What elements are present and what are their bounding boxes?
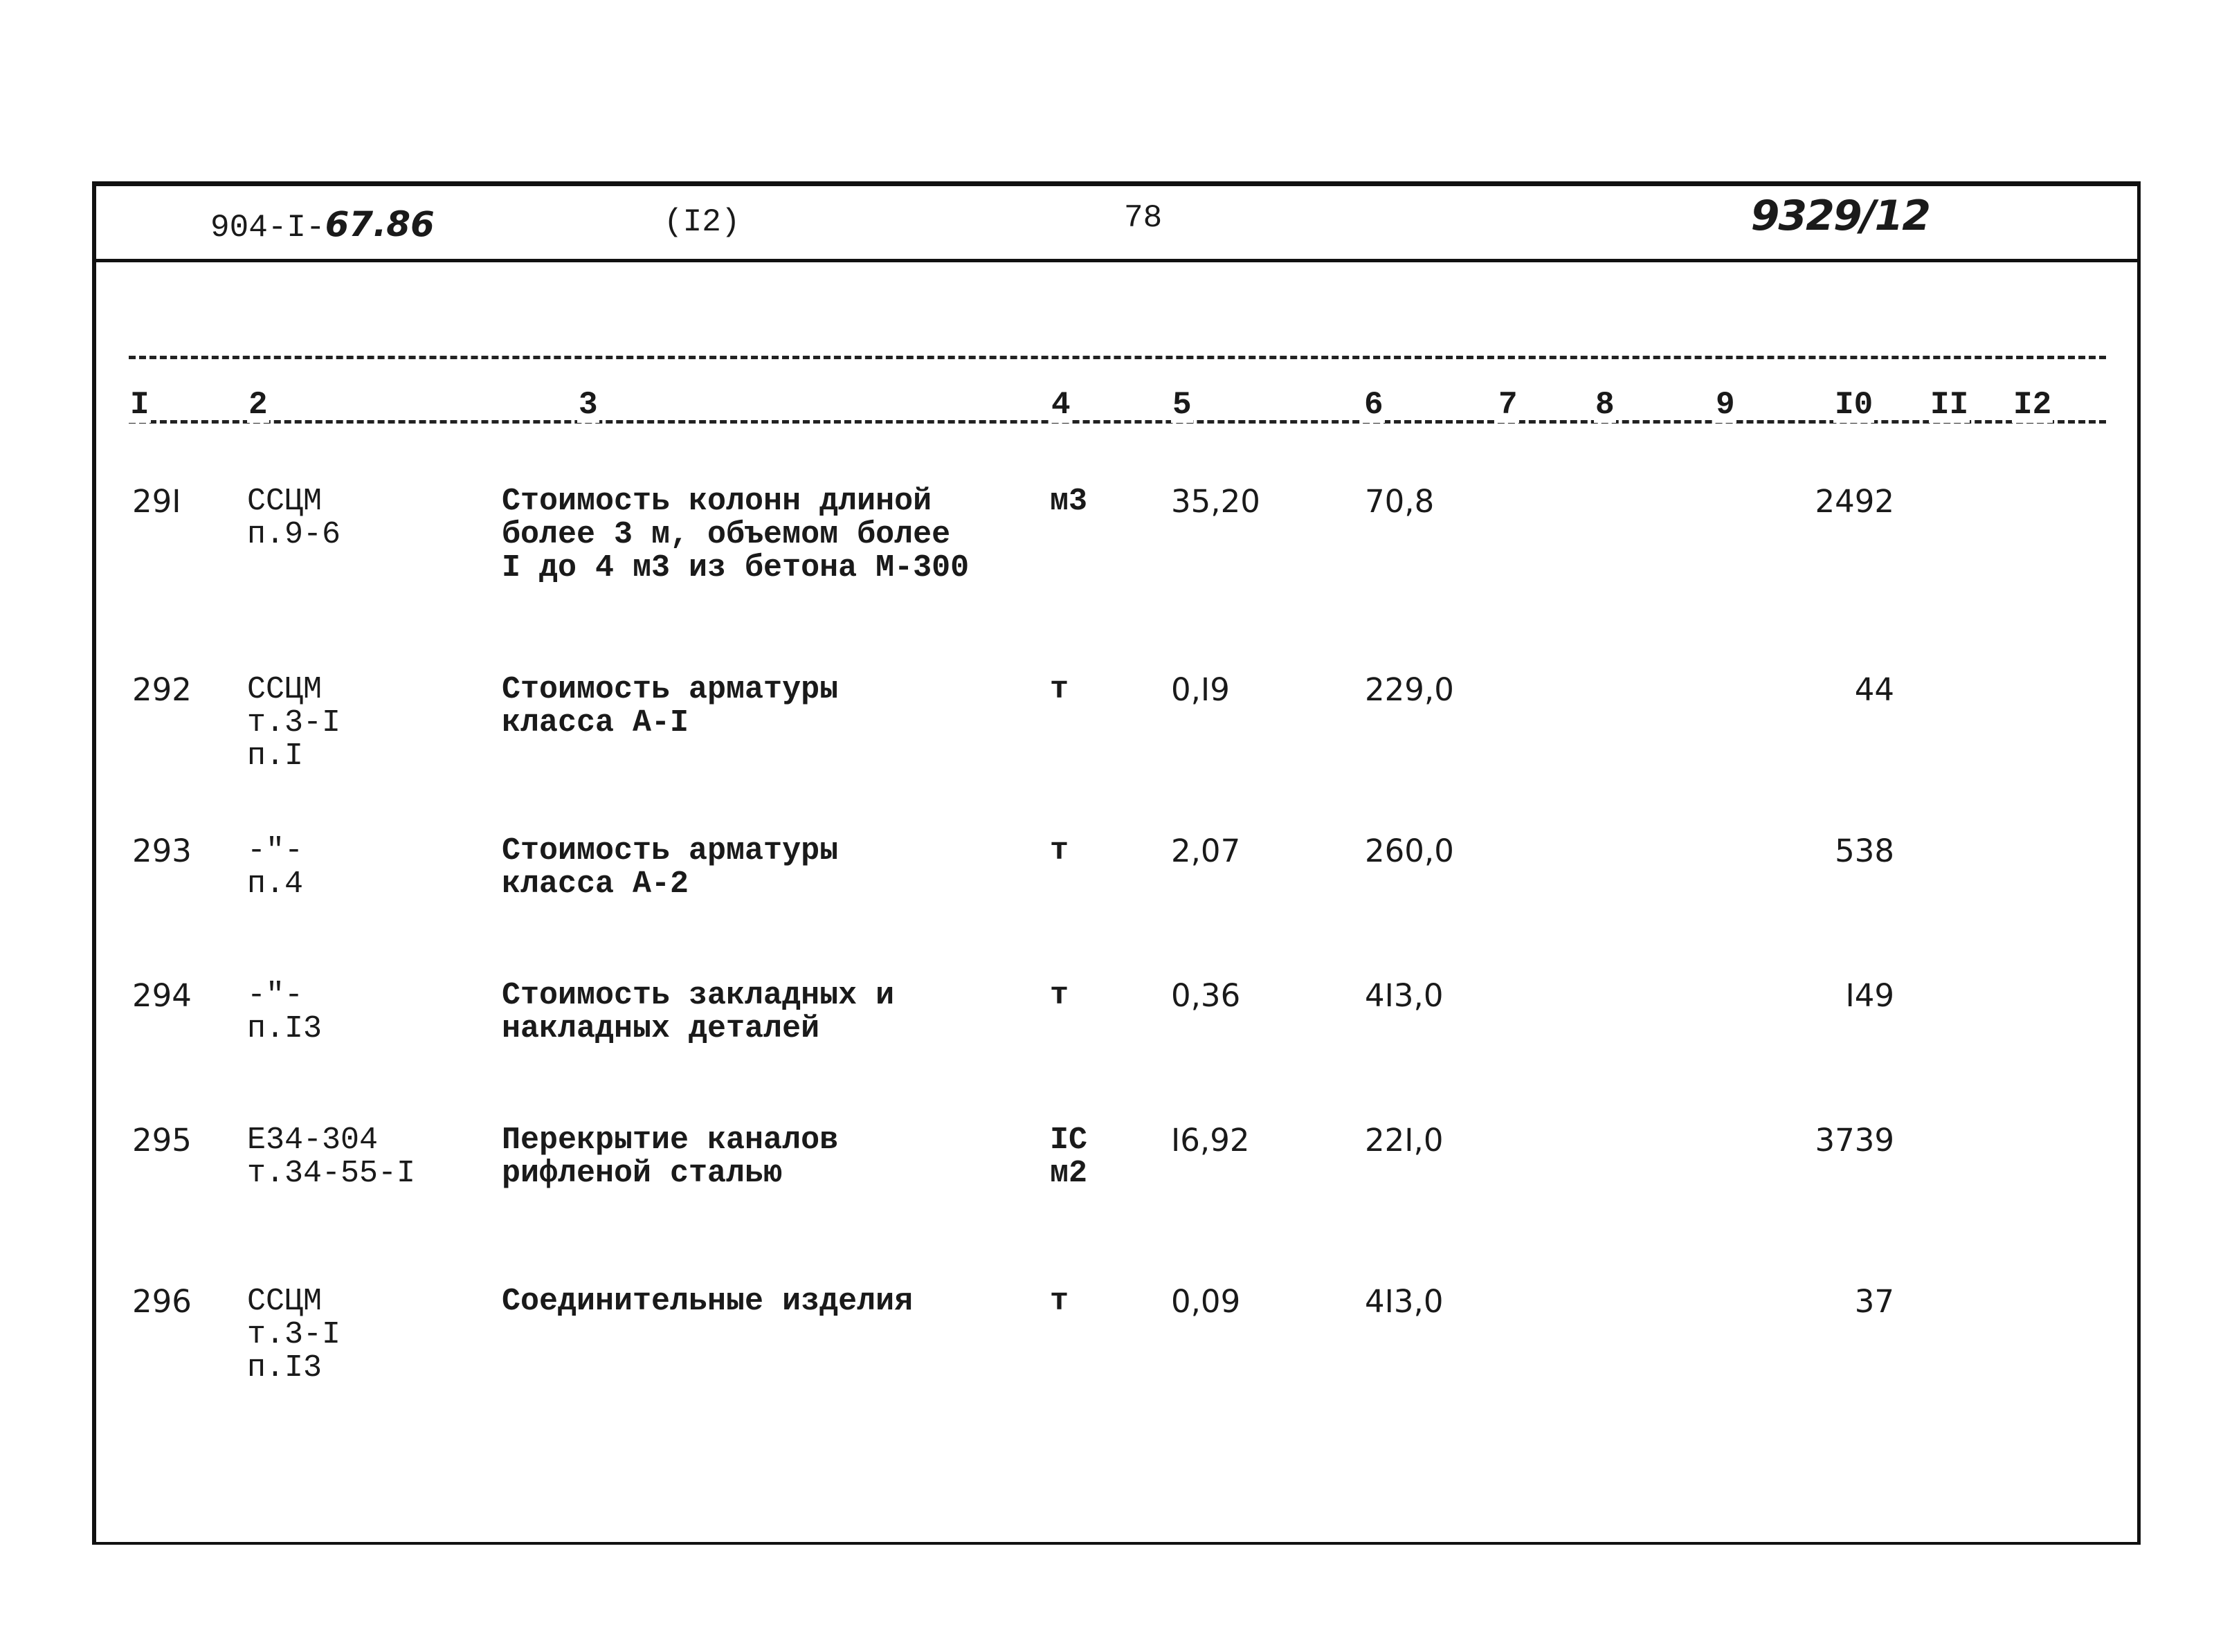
document-sheet [92,181,2141,1545]
column-number-1: I [130,387,149,423]
row-number: 292 [132,671,192,708]
row-quantity: 2,07 [1171,833,1241,869]
row-total: 538 [1835,833,1894,869]
row-description: Соединительные изделия [502,1284,914,1319]
column-number-7: 7 [1498,387,1518,423]
row-unit-price: 4I3,0 [1365,1283,1444,1320]
column-number-8: 8 [1595,387,1615,423]
row-number: 296 [132,1283,192,1320]
column-number-2: 2 [248,387,268,423]
row-quantity: 0,09 [1171,1283,1241,1320]
row-reference: ССЦМ п.9-6 [247,484,341,552]
column-number-3: 3 [579,387,598,423]
row-reference: ССЦМ т.3-I п.I3 [247,1284,341,1386]
dashed-rule-bottom [129,420,2106,424]
document-code-handwritten: 67.86 [325,204,435,244]
row-reference: ССЦМ т.3-I п.I [247,672,341,774]
row-reference: -"- п.I3 [247,978,323,1046]
inventory-number: 9329/12 [1750,192,1930,240]
column-number-6: 6 [1364,387,1383,423]
column-number-5: 5 [1172,387,1192,423]
sheet-number: (I2) [664,204,741,240]
column-number-9: 9 [1716,387,1735,423]
row-number: 295 [132,1122,192,1159]
row-total: I49 [1845,977,1894,1014]
column-number-10: I0 [1835,387,1873,423]
row-description: Стоимость колонн длиной более 3 м, объемом более I до 4 м3 из бетона М-300 [502,484,970,586]
header-row [96,186,2137,262]
document-code-prefix: 904-I- [210,210,325,246]
row-unit: м3 [1050,484,1088,519]
column-number-4: 4 [1051,387,1071,423]
row-unit: т [1050,1284,1069,1319]
row-unit-price: 260,0 [1365,833,1454,869]
row-unit: т [1050,833,1069,869]
column-number-11: II [1930,387,1969,423]
row-quantity: 0,I9 [1171,671,1230,708]
row-quantity: 0,36 [1171,977,1241,1014]
row-unit: т [1050,978,1069,1013]
row-description: Стоимость арматуры класса А-I [502,672,839,741]
row-unit-price: 70,8 [1365,483,1435,520]
row-total: 2492 [1815,483,1894,520]
row-unit-price: 22I,0 [1365,1122,1444,1159]
row-quantity: I6,92 [1171,1122,1250,1159]
row-unit-price: 229,0 [1365,671,1454,708]
column-number-12: I2 [2013,387,2052,423]
row-unit: IC м2 [1050,1123,1088,1191]
document-code [210,204,435,246]
row-total: 44 [1854,671,1894,708]
row-total: 3739 [1815,1122,1894,1159]
row-description: Стоимость арматуры класса А-2 [502,833,839,902]
row-number: 293 [132,833,192,869]
row-unit: т [1050,672,1069,707]
row-number: 294 [132,977,192,1014]
row-quantity: 35,20 [1171,483,1260,520]
row-reference: -"- п.4 [247,833,304,902]
row-description: Перекрытие каналов рифленой сталью [502,1123,839,1191]
row-reference: Е34-304 т.34-55-I [247,1123,416,1191]
row-unit-price: 4I3,0 [1365,977,1444,1014]
row-description: Стоимость закладных и накладных деталей [502,978,895,1046]
row-number: 29I [132,483,181,520]
page-number: 78 [1124,200,1163,236]
dashed-rule-top [129,356,2106,359]
row-total: 37 [1854,1283,1894,1320]
